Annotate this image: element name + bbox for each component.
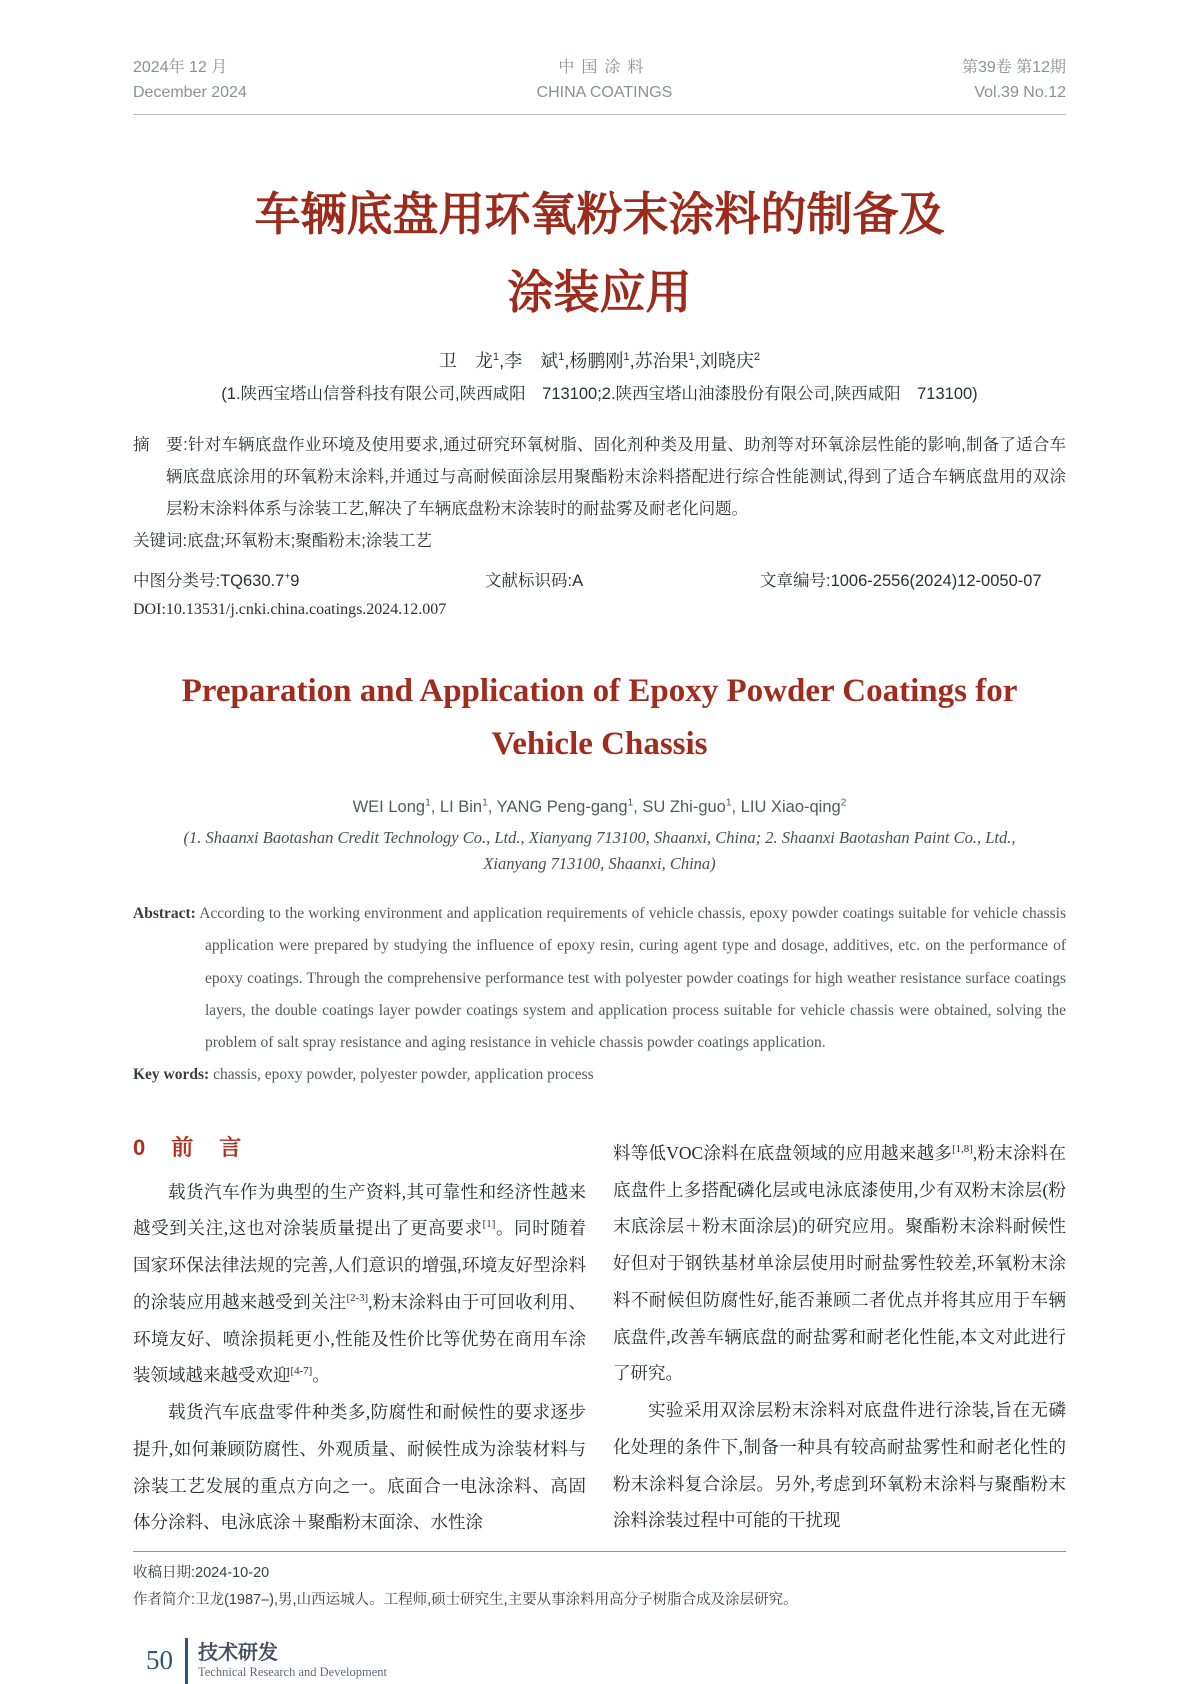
header-issue-zh: 第39卷 第12期: [961, 59, 1066, 76]
page-footer: [146, 1638, 1066, 1684]
abstract-en-block: [133, 898, 1066, 1090]
received-date: 收稿日期:2024-10-20: [133, 1565, 270, 1582]
header-date: [133, 56, 247, 106]
article-id: 文章编号:1006-2556(2024)12-0050-07: [760, 571, 1042, 590]
clc-number: [133, 567, 485, 591]
abstract-en: [133, 898, 1066, 1058]
abstract-zh: [133, 429, 1066, 526]
footer-column-en: Technical Research and Development: [198, 1665, 387, 1680]
authors-zh: 卫 龙$^1$,李 斌$^1$,杨鹏刚$^1$,苏治果$^1$,刘晓庆$^2$: [438, 350, 761, 371]
title-zh-line2: 涂装应用: [507, 265, 692, 318]
body-paragraph: 载货汽车底盘零件种类多,防腐性和耐候性的要求逐步提升,如何兼顾防腐性、外观质量、耐候性成为涂装材料与涂装工艺发展的重点方向之一。底面合一电泳涂料、高固体分涂料、电泳底涂＋聚酯粉末面涂、水性涂: [133, 1402, 586, 1533]
header-journal-name: [537, 56, 673, 106]
affiliation-zh: (1.陕西宝塔山信誉科技有限公司,陕西咸阳 713100;2.陕西宝塔山油漆股份有限公司,陕西咸阳 713100): [221, 384, 978, 403]
keywords-zh: [133, 525, 1066, 557]
keywords-en-label: Key words:: [133, 1065, 210, 1083]
title-zh-line1: 车辆底盘用环氧粉末涂料的制备及: [254, 187, 945, 240]
affiliation-en-line1: (1. Shaanxi Baotashan Credit Technology Co., Ltd., Xianyang 713100, Shaanxi, China; 2. Shaanxi Baotashan Paint Co., Ltd.,: [183, 827, 1016, 847]
keywords-en: [133, 1059, 1066, 1091]
header-journal-zh: 中国涂料: [558, 59, 651, 76]
clc-value: TQ630.7+9: [220, 571, 300, 590]
body-paragraph: 料等低VOC涂料在底盘领域的应用越来越多[1,8],粉末涂料在底盘件上多搭配磷化层或电泳底漆使用,少有双粉末涂层(粉末底涂层＋粉末面涂层)的研究应用。聚酯粉末涂料耐候性好但对于钢铁基材单涂层使用时耐盐雾性较差,环氧粉末涂料不耐候但防腐性好,能否兼顾二者优点并将其应用于车辆底盘件,改善车辆底盘的耐盐雾和耐老化性能,本文对此进行了研究。: [613, 1142, 1066, 1384]
journal-header: [133, 56, 1066, 115]
header-issue-en: Vol.39 No.12: [974, 83, 1066, 101]
article-title-en: [133, 665, 1066, 772]
author-bio: 作者简介:卫龙(1987–),男,山西运城人。工程师,硕士研究生,主要从事涂料用高分子树脂合成及涂层研究。: [133, 1591, 798, 1608]
keywords-zh-text: 底盘;环氧粉末;聚酯粉末;涂装工艺: [187, 532, 432, 551]
keywords-zh-label: 关键词:: [133, 532, 188, 551]
header-issue: [962, 56, 1066, 106]
abstract-zh-block: [133, 429, 1066, 558]
footer-divider-bar: [185, 1638, 188, 1684]
abstract-en-label: Abstract:: [133, 905, 196, 923]
title-en-line1: Preparation and Application of Epoxy Powder Coatings for: [181, 672, 1018, 709]
keywords-en-text: chassis, epoxy powder, polyester powder, application process: [213, 1065, 594, 1083]
body-paragraph: 实验采用双涂层粉末涂料对底盘件进行涂装,旨在无磷化处理的条件下,制备一种具有较高耐盐雾性和耐老化性的粉末涂料复合涂层。另外,考虑到环氧粉末涂料与聚酯粉末涂料涂装过程中可能的干扰现: [613, 1400, 1066, 1531]
body-column-right: [613, 1135, 1066, 1541]
body-column-left: [133, 1131, 586, 1541]
authors-en: WEI Long$^1$, LI Bin$^1$, YANG Peng-gang$^1$, SU Zhi-guo$^1$, LIU Xiao-qing$^2$: [352, 797, 847, 816]
header-journal-en: CHINA COATINGS: [536, 83, 673, 101]
footnote-block: [133, 1551, 1066, 1614]
footer-column-zh: 技术研发: [198, 1642, 278, 1665]
body-paragraph: 载货汽车作为典型的生产资料,其可靠性和经济性越来越受到关注,这也对涂装质量提出了更高要求[1]。同时随着国家环保法律法规的完善,人们意识的增强,环境友好型涂料的涂装应用越来越受到关注[2-3],粉末涂料由于可回收利用、环境友好、喷涂损耗更小,性能及性价比等优势在商用车涂装领域越来越受欢迎[4-7]。: [133, 1181, 587, 1386]
abstract-en-text: According to the working environment and application requirements of vehicle chassis, epoxy powder coatings suitable for vehicle chassis application were prepared by studying the influence of epoxy resin, curing agent type and dosage, additives, etc. on the performance of epoxy coatings. Through the comprehensive performance test with polyester powder coatings for high weather resistance surface coatings layers, the double coatings layer powder coatings system and application process suitable for vehicle chassis were obtained, solving the problem of salt spray resistance and aging resistance in vehicle chassis powder coatings application.: [199, 905, 1066, 1051]
header-date-en: December 2024: [133, 83, 247, 101]
abstract-zh-label: 摘 要:: [133, 435, 188, 454]
doi: DOI:10.13531/j.cnki.china.coatings.2024.12.007: [133, 600, 447, 618]
footer-column-name: [198, 1641, 387, 1680]
clc-label: 中图分类号:: [133, 571, 221, 590]
meta-row: [133, 567, 1066, 591]
section-0-heading: 0 前 言: [133, 1134, 244, 1160]
article-title-zh: [133, 175, 1066, 331]
body-columns: [133, 1131, 1066, 1541]
document-code: 文献标识码:A: [485, 571, 584, 590]
affiliation-en: [133, 825, 1066, 878]
affiliation-en-line2: Xianyang 713100, Shaanxi, China): [483, 853, 716, 873]
header-date-zh: 2024年 12 月: [133, 59, 228, 76]
page-number: 50: [146, 1645, 173, 1676]
abstract-zh-text: 针对车辆底盘作业环境及使用要求,通过研究环氧树脂、固化剂种类及用量、助剂等对环氧涂层性能的影响,制备了适合车辆底盘底涂用的环氧粉末涂料,并通过与高耐候面涂层用聚酯粉末涂料搭配进行综合性能测试,得到了适合车辆底盘用的双涂层粉末涂料体系与涂装工艺,解决了车辆底盘粉末涂装时的耐盐雾及耐老化问题。: [166, 435, 1066, 519]
title-en-line2: Vehicle Chassis: [491, 726, 708, 763]
